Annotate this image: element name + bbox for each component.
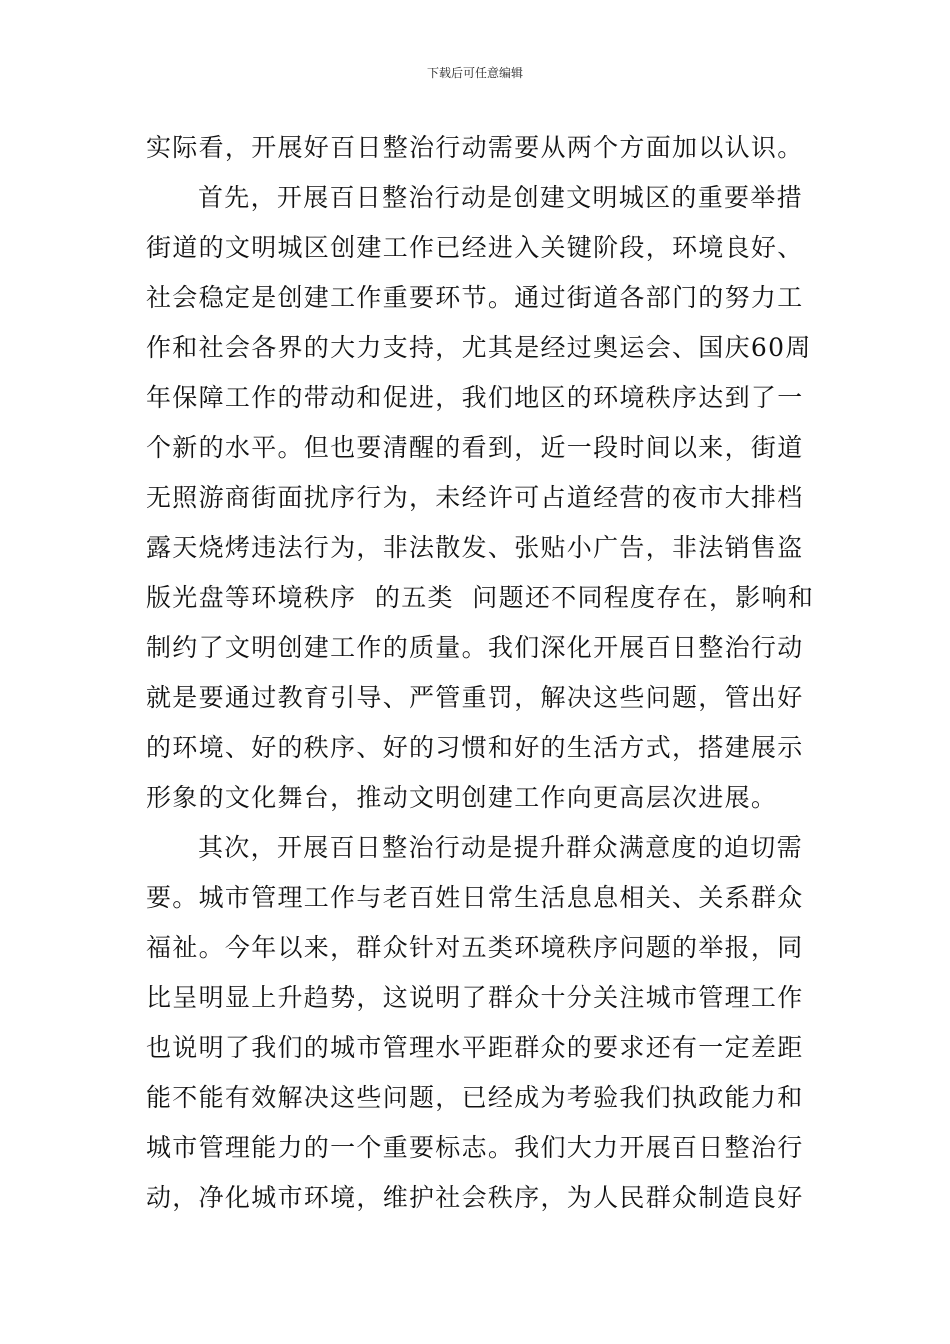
paragraph-line: 制约了文明创建工作的质量。我们深化开展百日整治行动: [146, 633, 804, 662]
paragraph-line: 作和社会各界的大力支持，尤其是经过奥运会、国庆60周: [146, 333, 812, 362]
paragraph-line: 也说明了我们的城市管理水平距群众的要求还有一定差距: [146, 1033, 804, 1062]
paragraph-line: 动，净化城市环境，维护社会秩序，为人民群众制造良好: [146, 1183, 804, 1212]
paragraph-line: 福祉。今年以来，群众针对五类环境秩序问题的举报，同: [146, 933, 804, 962]
paragraph-line: 年保障工作的带动和促进，我们地区的环境秩序达到了一: [146, 383, 804, 412]
paragraph-line: 就是要通过教育引导、严管重罚，解决这些问题，管出好: [146, 683, 804, 712]
paragraph-line: 社会稳定是创建工作重要环节。通过街道各部门的努力工: [146, 283, 804, 312]
paragraph-line: 街道的文明城区创建工作已经进入关键阶段，环境良好、: [146, 233, 804, 262]
paragraph-line: 版光盘等环境秩序 的五类 问题还不同程度存在，影响和: [146, 583, 815, 612]
paragraph-line: 个新的水平。但也要清醒的看到，近一段时间以来，街道: [146, 433, 804, 462]
document-body: [146, 123, 816, 1223]
paragraph-line: 城市管理能力的一个重要标志。我们大力开展百日整治行: [146, 1133, 804, 1162]
paragraph-line: 形象的文化舞台，推动文明创建工作向更高层次进展。: [146, 783, 778, 812]
page-header: 下载后可任意编辑: [426, 66, 523, 80]
paragraph-line: 能不能有效解决这些问题，已经成为考验我们执政能力和: [146, 1083, 804, 1112]
paragraph-first-line: 其次，开展百日整治行动是提升群众满意度的迫切需: [198, 833, 803, 862]
paragraph-line: 实际看，开展好百日整治行动需要从两个方面加以认识。: [146, 133, 804, 162]
paragraph-line: 露天烧烤违法行为，非法散发、张贴小广告，非法销售盗: [146, 533, 804, 562]
paragraph-line: 无照游商街面扰序行为，未经许可占道经营的夜市大排档: [146, 483, 804, 512]
paragraph-line: 要。城市管理工作与老百姓日常生活息息相关、关系群众: [146, 883, 804, 912]
paragraph-line: 比呈明显上升趋势，这说明了群众十分关注城市管理工作: [146, 983, 804, 1012]
paragraph-line: 的环境、好的秩序、好的习惯和好的生活方式，搭建展示: [146, 733, 804, 762]
paragraph-first-line: 首先，开展百日整治行动是创建文明城区的重要举措: [198, 183, 803, 212]
